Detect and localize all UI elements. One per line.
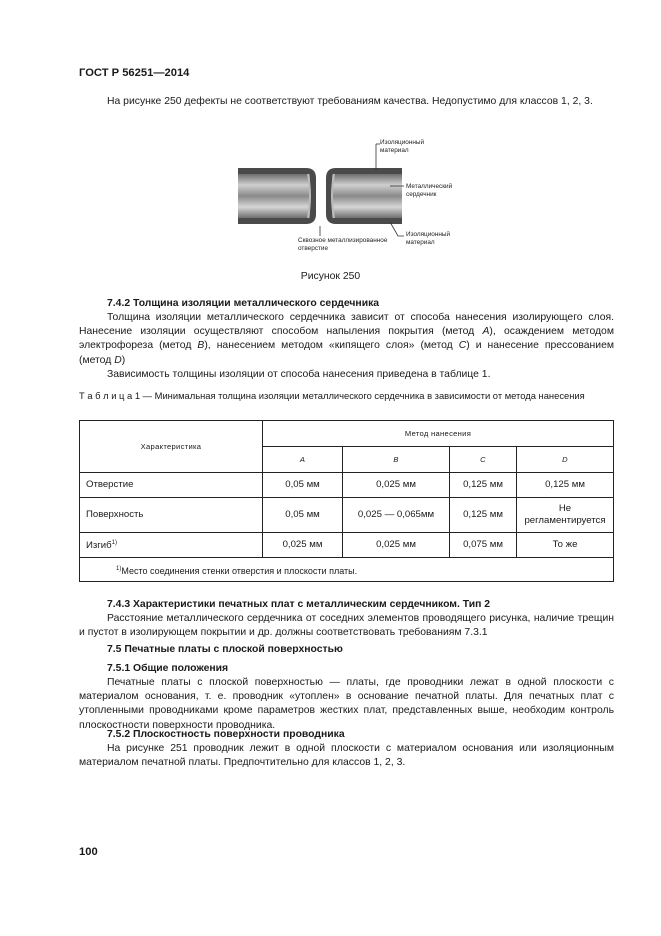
- cell: 0,025 мм: [263, 533, 343, 558]
- page-number: 100: [79, 846, 98, 858]
- label-metal-core-2: сердечник: [406, 191, 437, 198]
- row-name: Изгиб$^{1)}$: [80, 533, 263, 558]
- paragraph-7-4-2-methods: Толщина изоляции металлического сердечника зависит от способа нанесения изолирующего слоя. Нанесение изоляции осуществляют способом напыления покрытия (метод A), осаждением методом электрофореза (метод B), нанесением методом «кипящего слоя» (метод C) и нанесение прессованием (метод D): [79, 312, 614, 366]
- figure-250-caption: Рисунок 250: [300, 271, 361, 282]
- label-through-hole-1: Сквозное металлизированное: [298, 237, 388, 244]
- metal-core-left: [238, 174, 310, 218]
- label-insulation-top-2: материал: [380, 147, 409, 154]
- cell: 0,05 мм: [263, 498, 343, 533]
- label-through-hole-2: отверстие: [298, 245, 329, 252]
- cell: 0,05 мм: [263, 473, 343, 498]
- cell: 0,025 — 0,065мм: [343, 498, 450, 533]
- row-name: Поверхность: [80, 498, 263, 533]
- paragraph-7-4-3: Расстояние металлического сердечника от соседних элементов проводящего рисунка, наличие трещин и пустот в изолирующем покрытии и др. должны соответствовать требованиям 7.3.1: [79, 613, 614, 639]
- label-insulation-top-1: Изоляционный: [380, 139, 425, 146]
- cell: 0,125 мм: [450, 473, 517, 498]
- cell: 0,075 мм: [450, 533, 517, 558]
- table-row: [80, 533, 614, 558]
- row-name: Отверстие: [80, 473, 263, 498]
- heading-7-4-3: 7.4.3 Характеристики печатных плат с металлическим сердечником. Тип 2: [107, 599, 491, 610]
- cell: То же: [517, 533, 614, 558]
- label-insulation-bottom-1: Изоляционный: [406, 231, 451, 238]
- cell: 0,025 мм: [343, 473, 450, 498]
- label-insulation-bottom-2: материал: [406, 239, 435, 246]
- table-row: [80, 498, 614, 533]
- heading-7-5-2: 7.5.2 Плоскостность поверхности проводника: [107, 729, 345, 740]
- paragraph-7-5-1: Печатные платы с плоской поверхностью — платы, где проводники лежат в одной плоскости с материалом основания, т. е. проводник «утоплен» в основание печатной платы. Для печатных плат с утопленными проводниками кроме параметров жестких плат, представленных выше, необходим контроль плоскостности поверхности проводника.: [79, 677, 614, 731]
- table-1-caption: Т а б л и ц а 1 — Минимальная толщина изоляции металлического сердечника в зависимости от метода нанесения: [79, 390, 585, 401]
- figure-250: [228, 132, 478, 262]
- figure-250-drawing: [228, 132, 478, 262]
- heading-7-5-1: 7.5.1 Общие положения: [107, 663, 229, 674]
- col-header-method-c: C: [450, 447, 517, 473]
- intro-paragraph: На рисунке 250 дефекты не соответствуют требованиям качества. Недопустимо для классов 1, 2, 3.: [107, 96, 593, 107]
- label-metal-core-1: Металлический: [406, 183, 453, 190]
- cell: 0,025 мм: [343, 533, 450, 558]
- cell: 0,125 мм: [517, 473, 614, 498]
- metal-core-right: [332, 174, 402, 218]
- table-1: [79, 420, 614, 582]
- table-footnote: $^{1)}$Место соединения стенки отверстия и плоскости платы.: [80, 558, 614, 582]
- paragraph-7-4-2-table-ref: Зависимость толщины изоляции от способа нанесения приведена в таблице 1.: [107, 369, 491, 380]
- cell: Не регламентируется: [517, 498, 614, 533]
- table-footnote-row: [80, 558, 614, 582]
- heading-7-5: 7.5 Печатные платы с плоской поверхностью: [107, 644, 343, 655]
- document-header: ГОСТ Р 56251—2014: [79, 67, 190, 79]
- col-header-method-d: D: [517, 447, 614, 473]
- col-header-characteristic: Характеристика: [80, 421, 263, 473]
- paragraph-7-5-2: На рисунке 251 проводник лежит в одной плоскости с материалом основания или изоляционным материалом печатной платы. Предпочтительно для классов 1, 2, 3.: [79, 743, 614, 769]
- heading-7-4-2: 7.4.2 Толщина изоляции металлического сердечника: [107, 298, 380, 309]
- col-header-method: Метод нанесения: [263, 421, 614, 447]
- col-header-method-a: A: [263, 447, 343, 473]
- cell: 0,125 мм: [450, 498, 517, 533]
- col-header-method-b: B: [343, 447, 450, 473]
- table-row: [80, 473, 614, 498]
